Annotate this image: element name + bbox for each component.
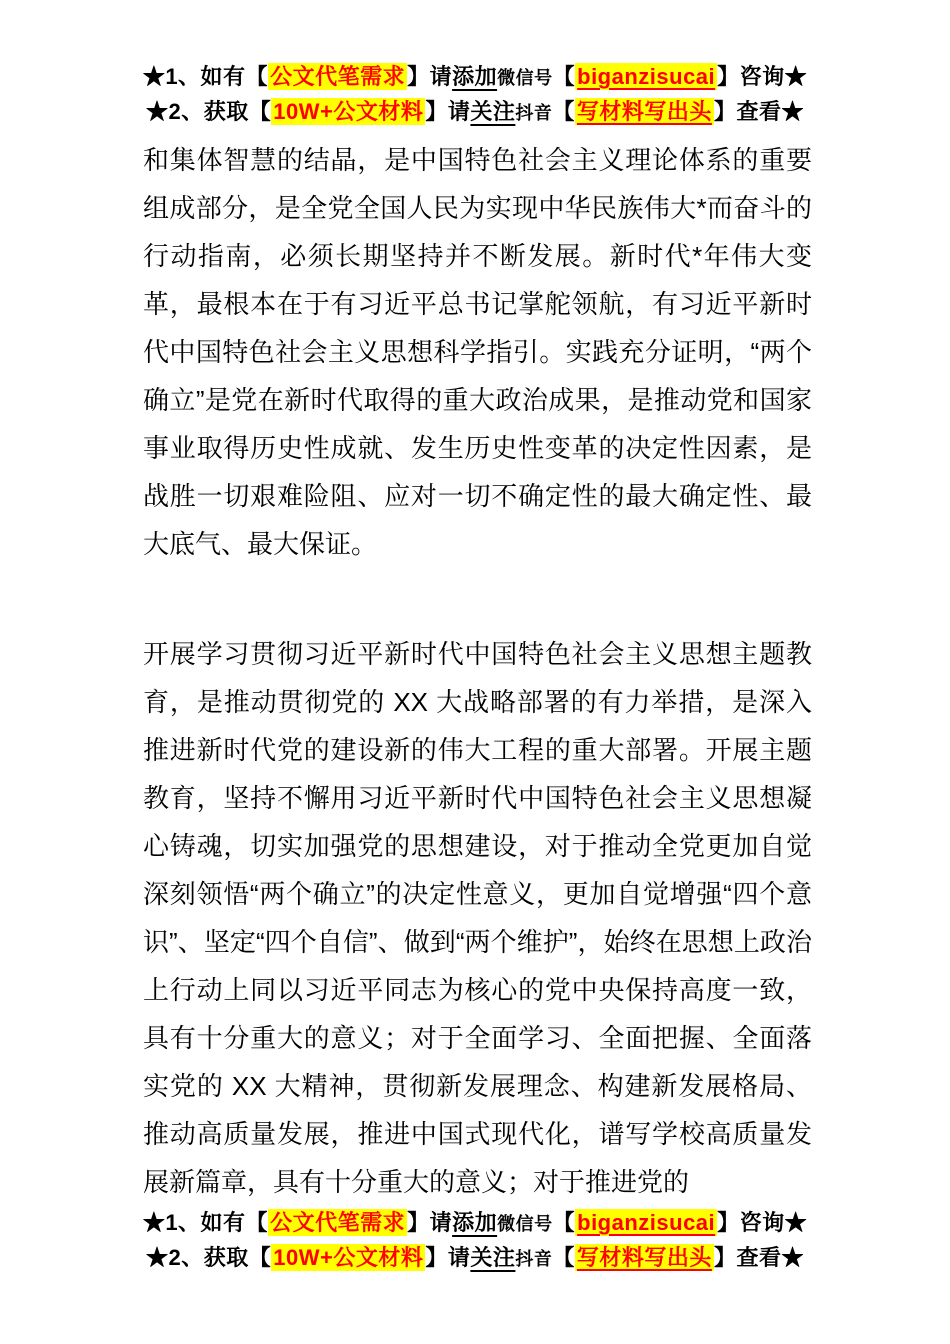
promo-douyin-id: 写材料写出头 — [576, 99, 712, 124]
promo-douyin-label: 抖音 — [515, 103, 553, 123]
promo-header-line-2 — [0, 95, 950, 130]
promo-prefix: ★1、如有【 — [142, 1210, 269, 1235]
promo-footer — [0, 1206, 950, 1276]
promo-prefix: ★2、获取【 — [146, 99, 272, 124]
promo-open-bracket: 【 — [552, 64, 576, 89]
promo-douyin-id: 写材料写出头 — [576, 1245, 712, 1270]
promo-open-bracket: 【 — [552, 1210, 576, 1235]
promo-open-bracket: 【 — [552, 1245, 575, 1270]
promo-suffix: 】查看★ — [713, 99, 804, 124]
paragraph-1: 和集体智慧的结晶，是中国特色社会主义理论体系的重要组成部分，是全党全国人民为实现中华民族伟大*而奋斗的行动指南，必须长期坚持并不断发展。新时代*年伟大变革，最根本在于有习近平总书记掌舵领航，有习近平新时代中国特色社会主义思想科学指引。实践充分证明，“两个确立”是党在新时代取得的重大政治成果，是推动党和国家事业取得历史性成就、发生历史性变革的决定性因素，是战胜一切艰难险阻、应对一切不确定性的最大确定性、最大底气、最大保证。 — [143, 145, 812, 559]
promo-suffix: 】咨询★ — [717, 1210, 808, 1235]
promo-highlight-materials: 10W+公文材料 — [273, 1245, 424, 1270]
promo-mid: 】请 — [425, 99, 471, 124]
promo-underlined-add: 添加 — [452, 64, 498, 89]
promo-wechat-label: 微信号 — [497, 68, 553, 88]
promo-header-line-1 — [0, 60, 950, 95]
promo-prefix: ★1、如有【 — [142, 64, 269, 89]
promo-suffix: 】咨询★ — [717, 64, 808, 89]
promo-underlined-add: 添加 — [452, 1210, 498, 1235]
promo-mid: 】请 — [407, 64, 453, 89]
document-body — [0, 136, 950, 1206]
promo-underlined-follow: 关注 — [470, 99, 516, 124]
promo-wechat-label: 微信号 — [497, 1214, 553, 1234]
promo-highlight-service: 公文代笔需求 — [270, 1210, 406, 1235]
promo-wechat-id: biganzisucai — [577, 64, 716, 89]
promo-highlight-materials: 10W+公文材料 — [273, 99, 424, 124]
promo-footer-line-1 — [0, 1206, 950, 1241]
promo-mid: 】请 — [425, 1245, 471, 1270]
promo-highlight-service: 公文代笔需求 — [270, 64, 406, 89]
promo-suffix: 】查看★ — [713, 1245, 804, 1270]
promo-footer-line-2 — [0, 1241, 950, 1276]
promo-underlined-follow: 关注 — [470, 1245, 516, 1270]
promo-header — [0, 0, 950, 130]
promo-douyin-label: 抖音 — [515, 1249, 553, 1269]
promo-prefix: ★2、获取【 — [146, 1245, 272, 1270]
promo-wechat-id: biganzisucai — [577, 1210, 716, 1235]
promo-open-bracket: 【 — [552, 99, 575, 124]
paragraph-2: 开展学习贯彻习近平新时代中国特色社会主义思想主题教育，是推动贯彻党的 XX 大战略部署的有力举措，是深入推进新时代党的建设新的伟大工程的重大部署。开展主题教育，坚持不懈用习近平新时代中国特色社会主义思想凝心铸魂，切实加强党的思想建设，对于推动全党更加自觉深刻领悟“两个确立”的决定性意义，更加自觉增强“四个意识”、坚定“四个自信”、做到“两个维护”，始终在思想上政治上行动上同以习近平同志为核心的党中央保持高度一致，具有十分重大的意义；对于全面学习、全面把握、全面落实党的 XX 大精神，贯彻新发展理念、构建新发展格局、推动高质量发展，推进中国式现代化，谱写学校高质量发展新篇章，具有十分重大的意义；对于推进党的 — [143, 639, 812, 1197]
promo-mid: 】请 — [407, 1210, 453, 1235]
